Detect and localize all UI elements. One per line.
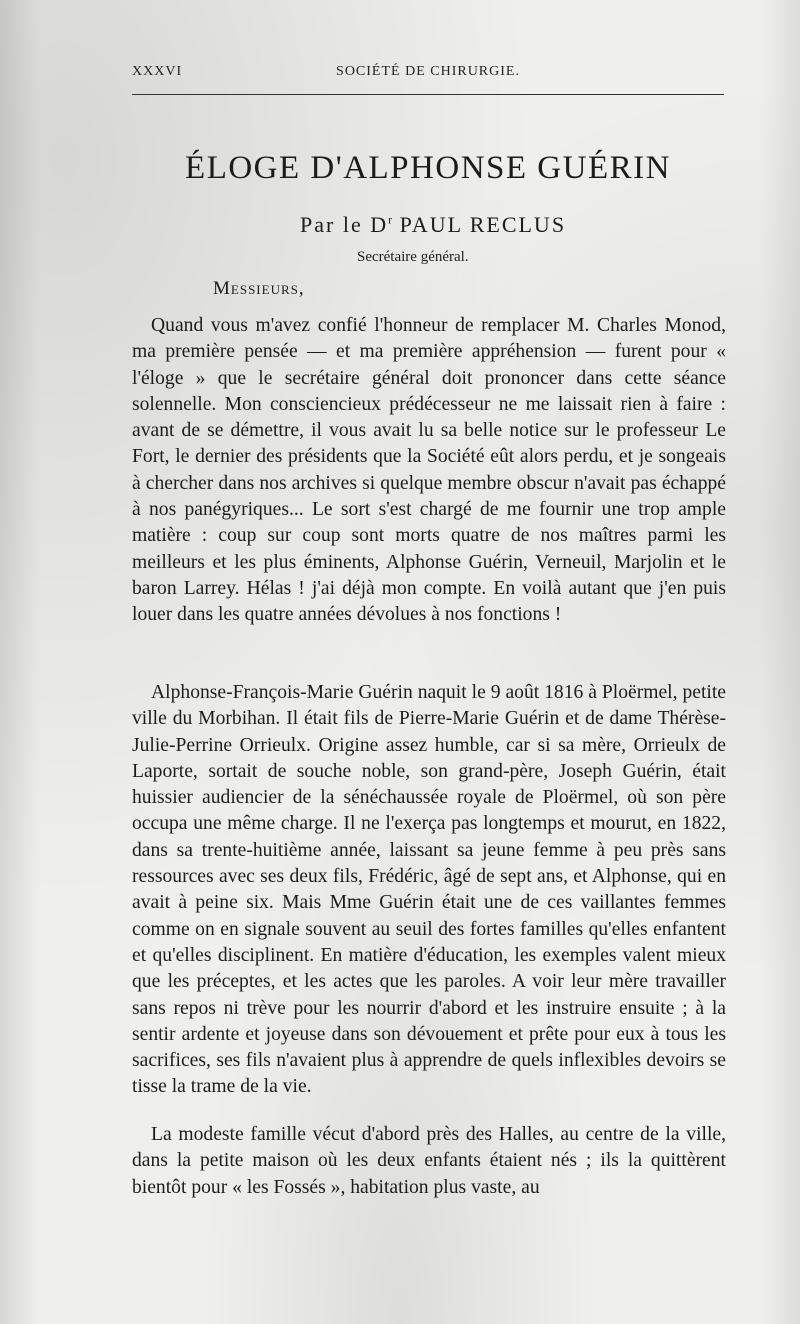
journal-title: SOCIÉTÉ DE CHIRURGIE. (336, 64, 520, 79)
paragraph: Quand vous m'avez confié l'honneur de remplacer M. Charles Monod, ma première pensée — et ma première appréhension — furent pour « l'éloge » que le secrétaire général doit prononcer dans cette séance solennelle. Mon consciencieux prédécesseur ne me laissait rien à faire : avant de se démettre, il vous avait lu sa belle notice sur le professeur Le Fort, le dernier des présidents que la Société eût alors perdu, et je songeais à chercher dans nos archives si quelque membre obscur n'avait pas échappé à nos panégyriques... Le sort s'est chargé de me fournir une trop ample matière : coup sur coup sont morts quatre de nos maîtres parmi les meilleurs et les plus éminents, Alphonse Guérin, Verneuil, Marjolin et le baron Larrey. Hélas ! j'ai déjà mon compte. En voilà autant que j'en puis louer dans les quatre années dévolues à nos fonctions ! (132, 315, 726, 626)
article-title: ÉLOGE D'ALPHONSE GUÉRIN (185, 150, 671, 186)
page-number: XXXVI (132, 64, 183, 79)
header-rule (132, 94, 724, 95)
author-name: PAUL RECLUS (399, 212, 567, 237)
salutation: Messieurs, (213, 278, 305, 299)
paragraph: La modeste famille vécut d'abord près des Halles, au centre de la ville, dans la petite maison où les deux enfants étaient nés ; ils la quittèrent bientôt pour « les Fossés », habitation plus vaste, au (132, 1124, 726, 1198)
author-role: Secrétaire général. (357, 249, 469, 265)
byline-prefix: Par le D (300, 212, 389, 237)
byline (300, 212, 566, 238)
paragraph: Alphonse-François-Marie Guérin naquit le 9 août 1816 à Ploërmel, petite ville du Morbihan. Il était fils de Pierre-Marie Guérin et de dame Thérèse-Julie-Perrine Orrieulx. Origine assez humble, car si sa mère, Orrieulx de Laporte, sortait de souche noble, son grand-père, Joseph Guérin, était huissier audiencier de la sénéchaussée royale de Ploërmel, où son père occupa une même charge. Il ne l'exerça pas longtemps et mourut, en 1822, dans sa trente-huitième année, laissant sa jeune femme à peu près sans ressources avec ses deux fils, Frédéric, âgé de sept ans, et Alphonse, qui en avait à peine six. Mais Mme Guérin était une de ces vaillantes femmes comme on en signale souvent au seuil des fortes familles qu'elles enfantent et qu'elles disciplinent. En matière d'éducation, les exemples valent mieux que les préceptes, et les actes que les paroles. A voir leur mère travailler sans repos ni trève pour les nourrir d'abord et les instruire ensuite ; à la sentir ardente et joyeuse dans son dévouement et prête pour eux à tous les sacrifices, ses fils n'avaient plus à apprendre de quels inflexibles devoirs se tisse la trame de la vie. (132, 682, 726, 1098)
byline-doctor-sup: r (388, 212, 393, 227)
